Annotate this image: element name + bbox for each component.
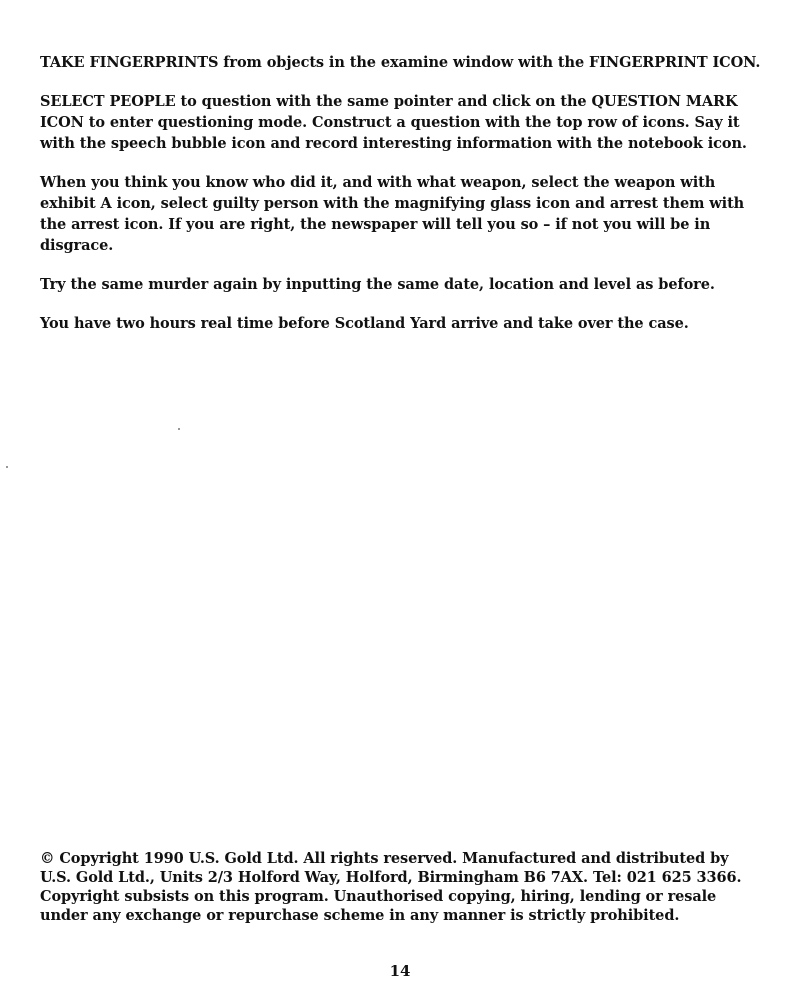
paragraph-retry: Try the same murder again by inputting the same date, location and level as before.: [40, 276, 715, 293]
instructions-section: [40, 52, 765, 352]
paragraph-time-limit: You have two hours real time before Scotland Yard arrive and take over the case.: [40, 315, 689, 332]
paragraph-arrest: When you think you know who did it, and with what weapon, select the weapon with exhibit A icon, select guilty person with the magnifying glass icon and arrest them with the arrest icon. If you are right, the newspaper will tell you so – if not you will be in disgrace.: [40, 174, 745, 254]
paragraph-questioning: SELECT PEOPLE to question with the same pointer and click on the QUESTION MARK ICON to enter questioning mode. Construct a question with the top row of icons. Say it with the speech bubble icon and record interesting information with the notebook icon.: [40, 93, 747, 152]
scan-speck: [6, 466, 8, 468]
page-number: 14: [389, 962, 411, 980]
paragraph-fingerprints: TAKE FINGERPRINTS from objects in the examine window with the FINGERPRINT ICON.: [40, 54, 761, 71]
copyright-notice: © Copyright 1990 U.S. Gold Ltd. All rights reserved. Manufactured and distributed by U.S. Gold Ltd., Units 2/3 Holford Way, Holford, Birmingham B6 7AX. Tel: 021 625 3366. Copyright subsists on this program. Unauthorised copying, hiring, lending or resale under any exchange or repurchase scheme in any manner is strictly prohibited.: [40, 850, 742, 924]
scan-speck: [178, 428, 180, 430]
